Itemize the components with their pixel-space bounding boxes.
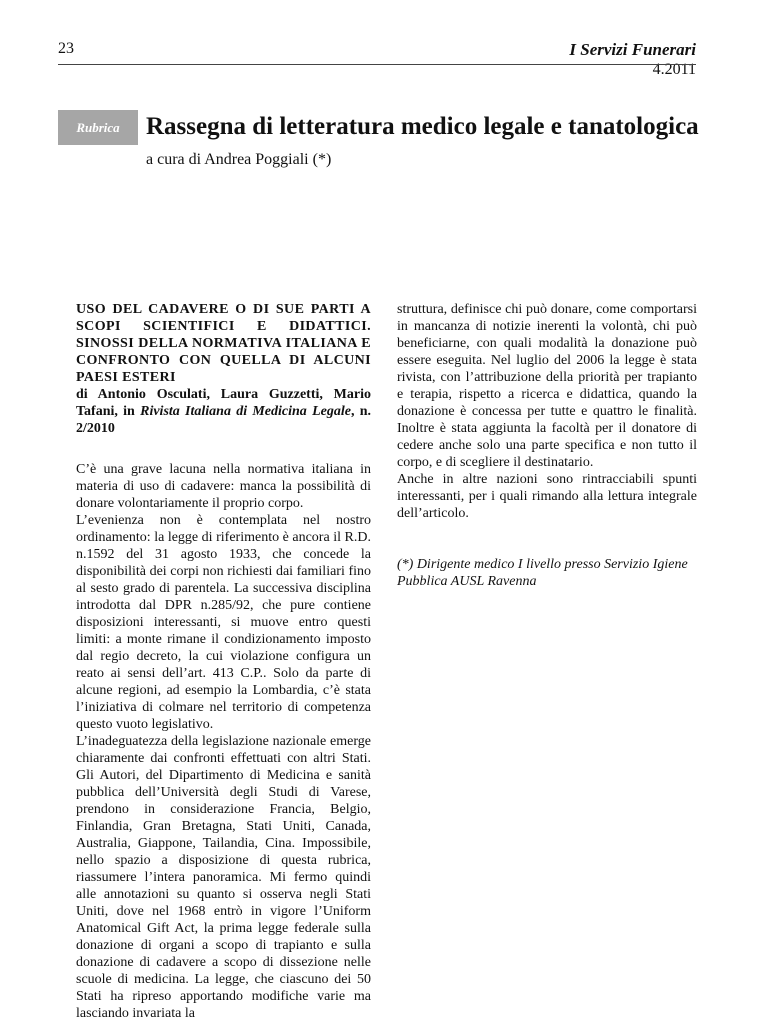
- page-number: 23: [58, 40, 74, 57]
- journal-issue-ref: , n. 2/2010: [76, 404, 371, 436]
- paragraph-3-part-1: L’inadeguatezza della legislazione nazionale emerge chiaramente dai confronti effettuati con altri Stati. Gli Autori, del Dipartimento di Medicina e sanità pubblica dell’Università degli Studi di Varese, prendono in considerazione Francia, Belgio, Finlandia, Gran Bretagna, Stati Uniti, Canada, Australia, Giappone, Tailandia, Cina. Impossibile, nello spazio a disposizione di questa rubrica, riassumere l’intera panoramica. Mi fermo quindi alle annotazioni su quanto si osserva negli Stati Uniti, dove nel 1968 entrò in vigore l’Uniform Anatomical Gift Act, la prima legge federale sulla donazione di organi a scopo di trapianto e sulla donazione di cadavere a scopo di dissezione nelle scuole di medicina. La legge, che ciascuno dei 50 Stati ha ripreso apportando modifiche varie ma lasciando invariata la: [76, 734, 371, 1021]
- header-divider: [58, 64, 696, 65]
- curator-line: a cura di Andrea Poggiali (*): [146, 151, 332, 168]
- journal-reference: Rivista Italiana di Medicina Legale: [140, 404, 351, 419]
- paragraph-4: Anche in altre nazioni sono rintracciabili spunti interessanti, per i quali rimando alla lettura integrale dell’articolo.: [397, 472, 697, 521]
- journal-issue: 4.2011: [652, 61, 696, 78]
- right-column: [397, 301, 697, 522]
- paragraph-1: C’è una grave lacuna nella normativa italiana in materia di uso di cadavere: manca la possibilità di donare volontariamente il proprio corpo.: [76, 462, 371, 511]
- article-title: USO DEL CADAVERE O DI SUE PARTI A SCOPI SCIENTIFICI E DIDATTICI. SINOSSI DELLA NORMATIVA ITALIANA E CONFRONTO CON QUELLA DI ALCUNI PAESI ESTERI: [76, 302, 371, 385]
- author-footnote: (*) Dirigente medico I livello presso Servizio Igiene Pubblica AUSL Ravenna: [397, 557, 688, 589]
- paragraph-2: L’evenienza non è contemplata nel nostro ordinamento: la legge di riferimento è ancora il R.D. n.1592 del 31 agosto 1933, che concede la disponibilità dei corpi non richiesti dai familiari fino al sesto grado di parentela. La successiva disciplina introdotta dal DPR n.285/92, che pure contiene disposizioni interessanti, si muove entro questi limiti: a monte rimane il condizionamento imposto dal regio decreto, la cui violazione configura un reato ai sensi dell’art. 413 C.P.. Solo da parte di alcune regioni, ad esempio la Lombardia, c’è stata l’iniziativa di colmare nel territorio di competenza questo vuoto legislativo.: [76, 513, 371, 732]
- left-column: [76, 301, 371, 1022]
- paragraph-3-part-2: struttura, definisce chi può donare, come comportarsi in mancanza di notizie inerenti la volontà, chi può beneficiarne, con quali modalità la donazione può essere eseguita. Nel luglio del 2006 la legge è stata rivista, con l’attribuzione della priorità per trapianto e terapia, rispetto a ricerca e didattica, quando la donazione è concessa per tutte e quattro le finalità. Inoltre è stata aggiunta la facoltà per il donatore di cedere anche solo una parte specifica e non tutto il corpo, e di scegliere il destinatario.: [397, 302, 697, 470]
- journal-name: I Servizi Funerari: [569, 40, 696, 59]
- authors-text: di Antonio Osculati, Laura Guzzetti, Mario Tafani, in: [76, 387, 371, 419]
- rubrica-badge: Rubrica: [58, 110, 138, 145]
- section-title: Rassegna di letteratura medico legale e tanatologica: [146, 113, 699, 140]
- journal-header: [569, 40, 696, 79]
- article-authors: [76, 386, 371, 437]
